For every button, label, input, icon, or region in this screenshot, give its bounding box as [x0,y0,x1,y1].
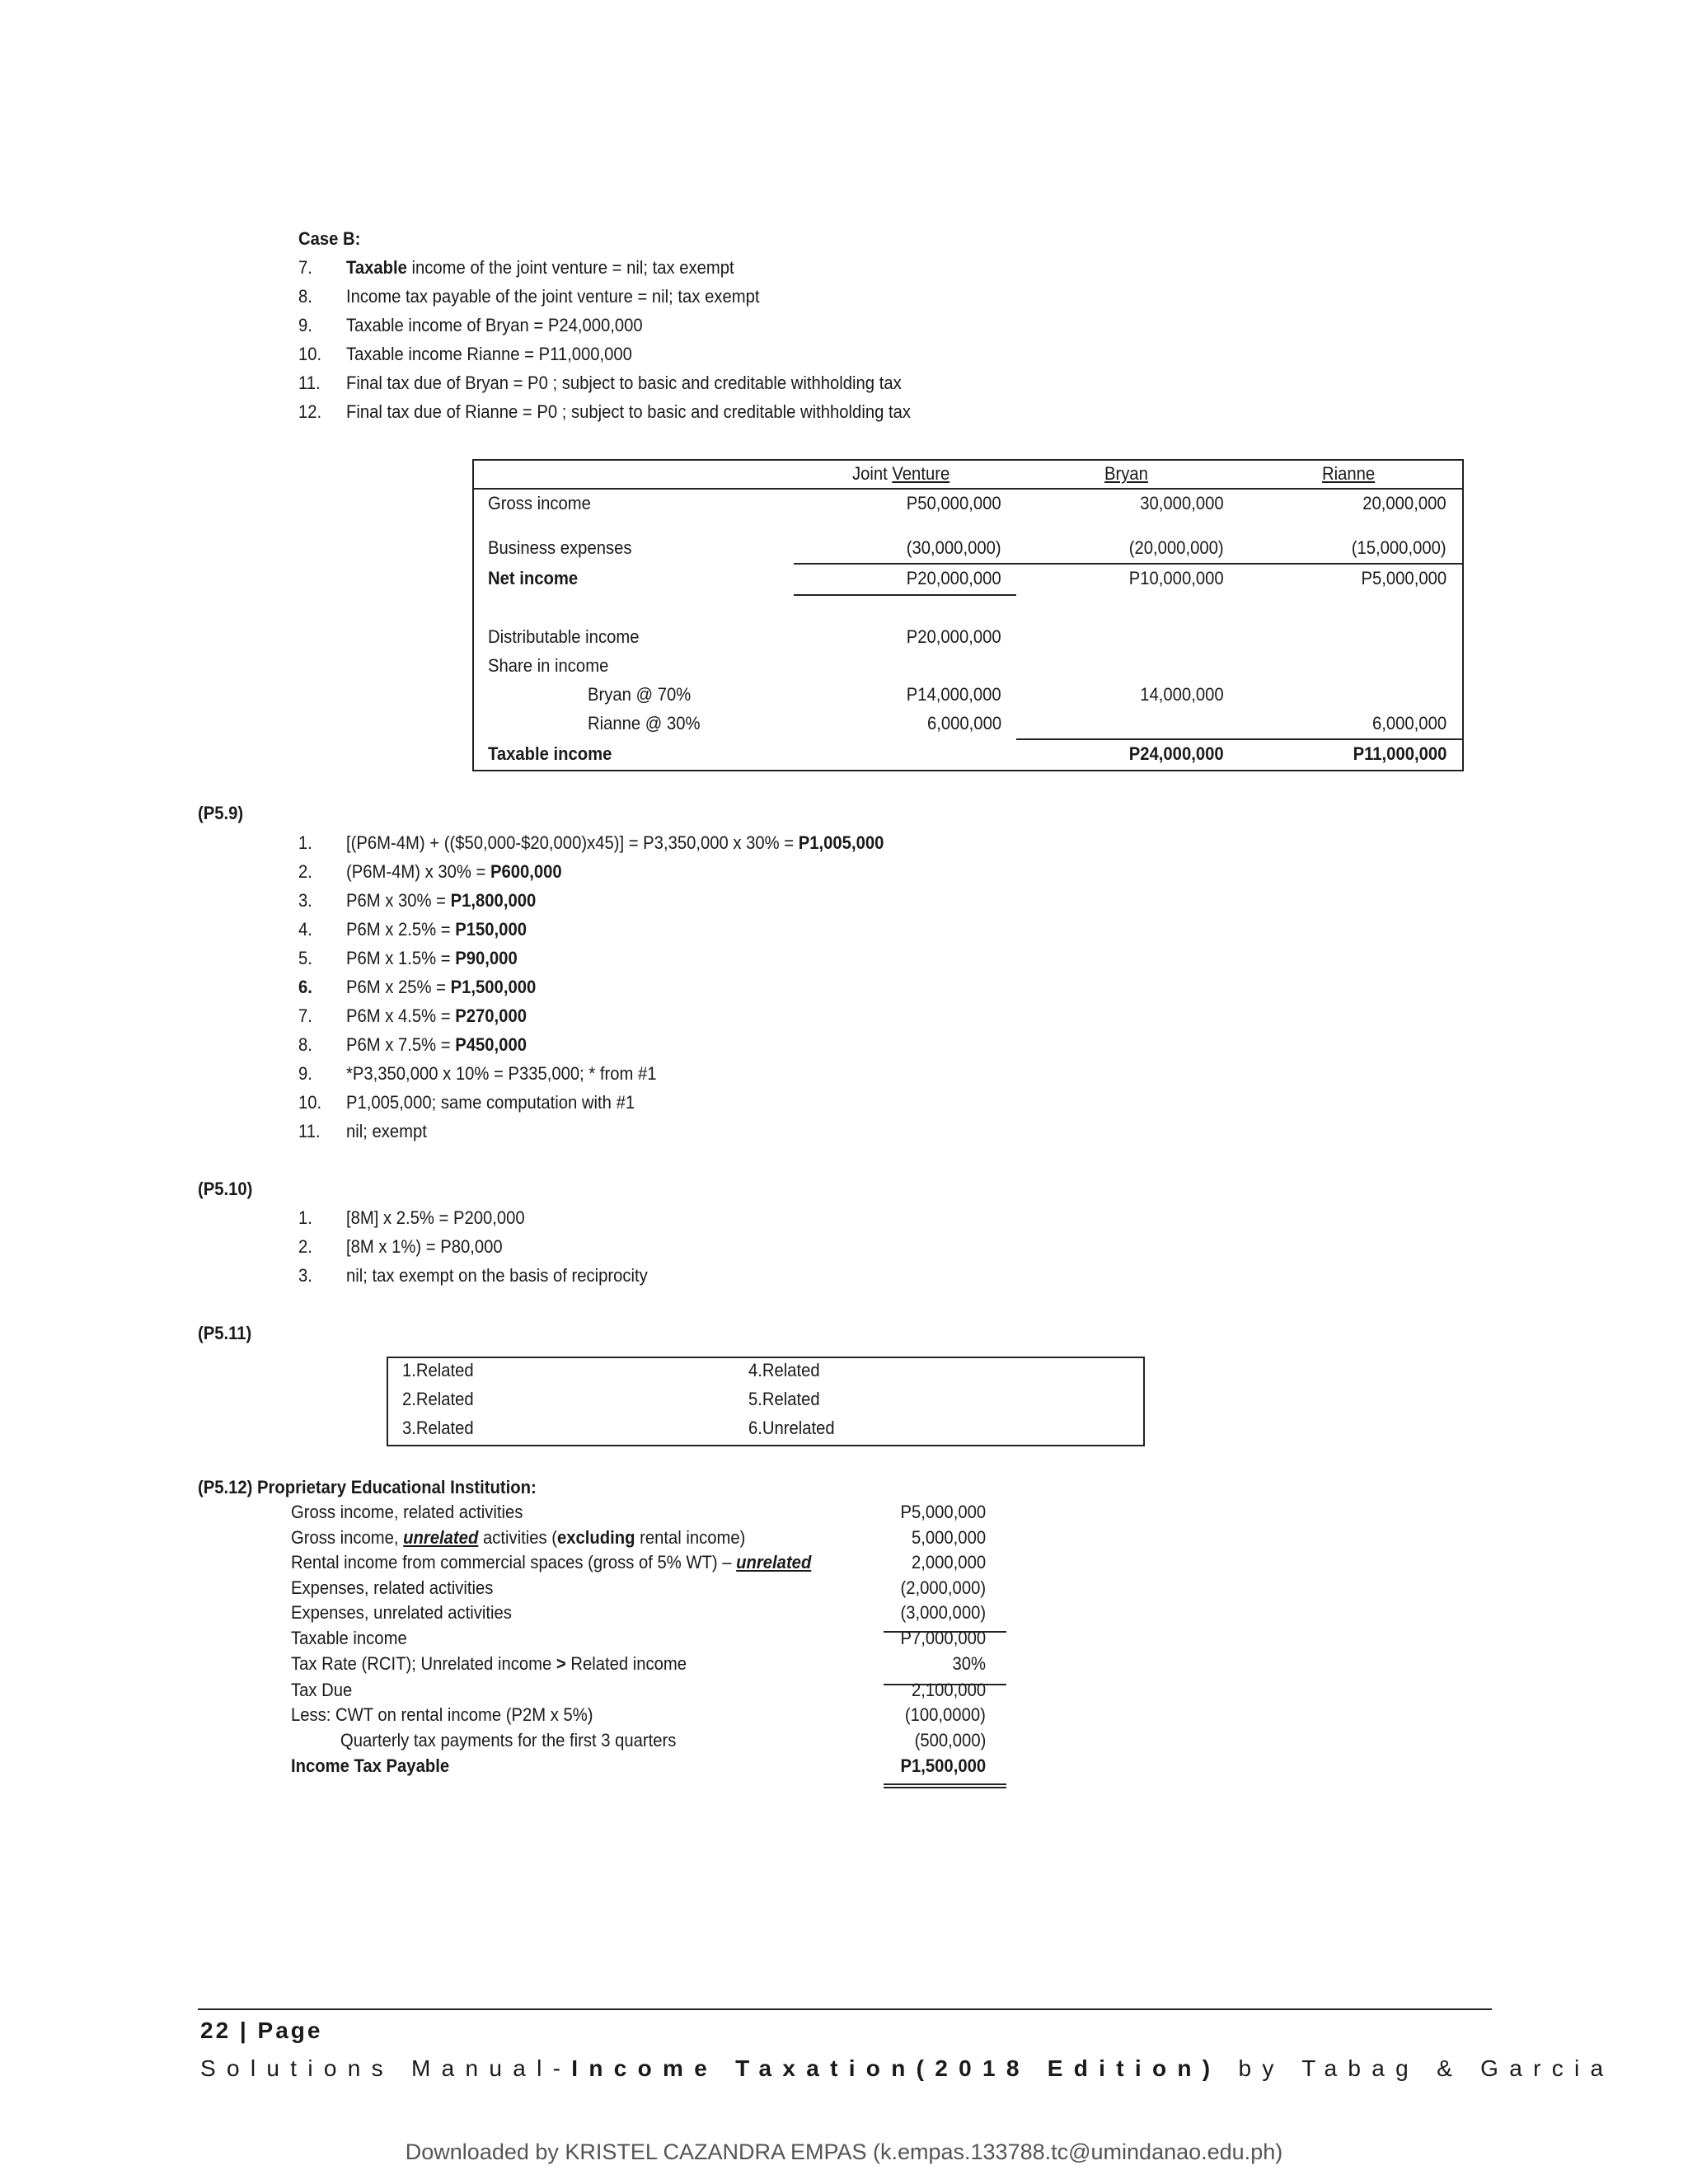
statement-label: Rental income from commercial spaces (gross of 5% WT) – unrelated [291,1552,812,1572]
cell-rianne: 6,000,000 [1372,713,1447,733]
list-item-number: 4. [298,919,312,940]
list-item-text: P6M x 30% = [346,890,451,911]
statement-value: P7,000,000 [900,1628,986,1648]
statement-label: Income Tax Payable [291,1755,450,1776]
list-item: Final tax due of Rianne = P0 ; subject to basic and creditable withholding tax [346,401,911,422]
list-item-text: income of the joint venture = nil; tax exempt [406,257,734,278]
list-item-bold: Taxable [346,257,407,278]
cell-jv: P20,000,000 [907,626,1001,647]
list-item-answer: P150,000 [455,919,527,940]
row-label: Bryan @ 70% [588,684,692,705]
table-cell: 3.Related [402,1418,474,1438]
list-item-text: P1,005,000; same computation with #1 [346,1092,635,1113]
table-cell: 2.Related [402,1389,474,1409]
list-item [346,975,536,1000]
list-item-number: 6. [298,977,312,997]
row-label: Distributable income [488,626,640,647]
list-item-number: 7. [298,1005,312,1026]
list-item-answer: P600,000 [490,861,562,882]
section-heading-p5-11: (P5.11) [198,1323,252,1343]
footer-title: Solutions Manual-Income Taxation(2018 Edition) by Tabag & Garcia [200,2055,1615,2081]
list-item-number: 9. [298,1063,312,1084]
column-header-rianne: Rianne [1322,463,1376,484]
statement-value: P1,500,000 [900,1755,986,1776]
list-item-answer: P1,800,000 [450,890,537,911]
list-item [346,917,527,942]
list-item: Income tax payable of the joint venture = nil; tax exempt [346,286,760,307]
list-item-number: 9. [298,315,312,335]
list-item: Taxable income of Bryan = P24,000,000 [346,315,643,335]
download-notice: Downloaded by KRISTEL CAZANDRA EMPAS (k.empas.133788.tc@umindanao.edu.ph) [405,2139,1283,2164]
cell-jv: P20,000,000 [907,568,1001,588]
list-item [346,1033,527,1057]
list-item-number: 3. [298,890,312,911]
section-heading-p5-10: (P5.10) [198,1179,253,1199]
statement-label: Gross income, unrelated activities (excluding rental income) [291,1527,746,1548]
list-item-text: *P3,350,000 x 10% = P335,000; * from #1 [346,1063,657,1084]
list-item-number: 8. [298,1034,312,1055]
statement-label: Tax Due [291,1680,353,1700]
list-item-answer: P1,500,000 [450,977,537,997]
list-item-text: (P6M-4M) x 30% = [346,861,490,882]
subtotal-line [884,1631,1006,1633]
statement-value: 5,000,000 [911,1527,986,1548]
list-item-answer: P450,000 [455,1034,527,1055]
row-label: Gross income [488,493,591,513]
cell-rianne: (15,000,000) [1352,537,1447,558]
list-item [346,1004,527,1029]
list-item: Taxable income Rianne = P11,000,000 [346,344,632,364]
statement-label: Taxable income [291,1628,407,1648]
table-cell: 5.Related [748,1389,820,1409]
list-item: [8M x 1%) = P80,000 [346,1236,503,1257]
list-item [346,831,884,855]
statement-value: (2,000,000) [900,1577,986,1598]
list-item-text: P6M x 2.5% = [346,919,456,940]
statement-value: P5,000,000 [900,1502,986,1522]
column-header-joint-venture: Joint Venture [852,463,950,484]
cell-bryan: (20,000,000) [1129,537,1224,558]
list-item [346,946,518,971]
list-item [346,1119,427,1144]
row-label: Business expenses [488,537,632,558]
statement-label: Gross income, related activities [291,1502,523,1522]
list-item: Final tax due of Bryan = P0 ; subject to basic and creditable withholding tax [346,373,902,393]
cell-bryan: P10,000,000 [1129,568,1224,588]
list-item-text: P6M x 4.5% = [346,1005,456,1026]
footer-rule [198,2008,1492,2010]
row-label: Net income [488,568,579,588]
statement-value: 2,100,000 [911,1680,986,1700]
cell-bryan: P24,000,000 [1129,743,1224,764]
list-item [346,255,734,280]
list-item: [8M] x 2.5% = P200,000 [346,1207,525,1228]
list-item-text: P6M x 7.5% = [346,1034,456,1055]
list-item-text: P6M x 1.5% = [346,948,456,968]
list-item: nil; tax exempt on the basis of reciprocity [346,1265,648,1286]
list-item-text: nil; exempt [346,1121,427,1141]
cell-bryan: 30,000,000 [1140,493,1224,513]
list-item-number: 2. [298,861,312,882]
list-item-number: 7. [298,257,312,278]
statement-label: Less: CWT on rental income (P2M x 5%) [291,1704,593,1725]
row-label: Share in income [488,655,609,676]
table-cell: 4.Related [748,1360,820,1380]
table-cell: 1.Related [402,1360,474,1380]
list-item-number: 10. [298,1092,322,1113]
list-item-number: 1. [298,1207,312,1228]
list-item-number: 12. [298,401,322,422]
list-item-number: 11. [298,373,321,393]
table-cell: 6.Unrelated [748,1418,835,1438]
list-item-answer: P1,005,000 [798,832,884,853]
cell-rianne: P5,000,000 [1361,568,1447,588]
cell-bryan: 14,000,000 [1140,684,1224,705]
table-header-divider [472,488,1464,490]
subtotal-line [794,563,1462,565]
list-item-number: 3. [298,1265,312,1286]
subtotal-line [884,1684,1006,1685]
page-number: 22 | Page [200,2018,323,2043]
list-item-number: 10. [298,344,322,364]
list-item-text: P6M x 25% = [346,977,451,997]
section-heading-p5-9: (P5.9) [198,803,244,823]
total-double-line [884,1787,1006,1788]
list-item [346,888,536,913]
list-item-answer: P90,000 [455,948,518,968]
section-heading-p5-12: (P5.12) Proprietary Educational Institution: [198,1477,537,1497]
list-item-number: 11. [298,1121,321,1141]
list-item-text: [(P6M-4M) + (($50,000-$20,000)x45)] = P3,350,000 x 30% = [346,832,799,853]
statement-value: (3,000,000) [900,1602,986,1623]
cell-rianne: P11,000,000 [1353,743,1447,764]
cell-rianne: 20,000,000 [1362,493,1447,513]
list-item-number: 1. [298,832,312,853]
list-item [346,1062,657,1086]
statement-value: (500,000) [914,1730,986,1750]
cell-jv: P14,000,000 [907,684,1001,705]
cell-jv: 6,000,000 [926,713,1001,733]
subtotal-line [1016,738,1462,740]
statement-label: Expenses, unrelated activities [291,1602,512,1623]
statement-label: Quarterly tax payments for the first 3 quarters [340,1730,677,1750]
total-line [794,594,1016,596]
row-label: Taxable income [488,743,612,764]
cell-jv: P50,000,000 [907,493,1001,513]
list-item [346,860,562,884]
total-line [884,1783,1006,1785]
statement-label: Tax Rate (RCIT); Unrelated income > Related income [291,1653,687,1674]
list-item-answer: P270,000 [455,1005,527,1026]
column-header-bryan: Bryan [1104,463,1148,484]
case-b-heading: Case B: [298,228,361,249]
row-label: Rianne @ 30% [588,713,701,733]
statement-label: Expenses, related activities [291,1577,494,1598]
statement-value: 2,000,000 [911,1552,986,1572]
list-item-number: 5. [298,948,312,968]
list-item-number: 2. [298,1236,312,1257]
statement-value: 30% [952,1653,986,1674]
list-item-number: 8. [298,286,312,307]
cell-jv: (30,000,000) [907,537,1001,558]
list-item [346,1090,635,1115]
statement-value: (100,0000) [905,1704,986,1725]
